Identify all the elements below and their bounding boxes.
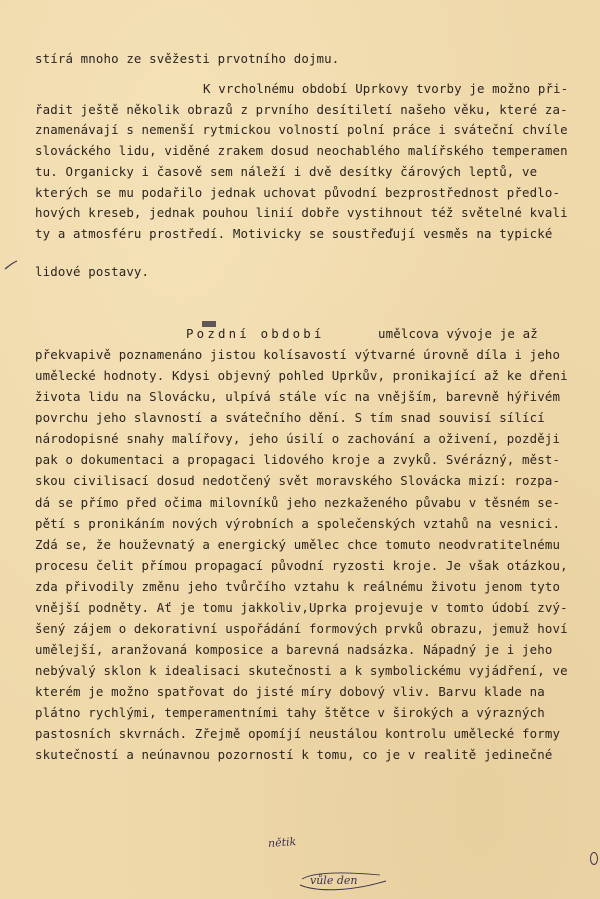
- text-line: stírá mnoho ze svěžesti prvotního dojmu.: [35, 51, 340, 66]
- text-line: ty a atmosféru prostředí. Motivicky se soustřeďují vesměs na typické: [35, 226, 553, 241]
- text-line: Zdá se, že houževnatý a energický umělec chce tomuto neodvratitelnému: [35, 537, 561, 552]
- text-line: umělcova vývoje je až: [378, 326, 538, 341]
- margin-tick-mark: [4, 260, 18, 270]
- text-line: skou civilisací dosud nedotčený svět moravského Slovácka mizí: rozpa-: [35, 473, 561, 488]
- text-line: skutečností a neúnavnou pozorností k tomu, co je v realitě jedinečné: [35, 747, 553, 762]
- text-line: šený zájem o dekorativní uspořádání formových prvků obrazu, jemuž hoví: [35, 621, 568, 636]
- section-heading: Pozdní období: [186, 326, 325, 341]
- text-line: umělecké hodnoty. Kdysi objevný pohled Uprkův, pronikající až ke dřeni: [35, 368, 568, 383]
- text-line: řadit ještě několik obrazů z prvního desítiletí našeho věku, které za-: [35, 102, 568, 117]
- text-line: národopisné snahy malířovy, jeho úsilí o zachování a oživení, později: [35, 431, 561, 446]
- text-line: umělejší, aranžovaná komposice a barevná nadsázka. Nápadný je i jeho: [35, 642, 553, 657]
- text-line: nebývalý sklon k idealisaci skutečnosti a k symbolickému vyjádření, ve: [35, 663, 568, 678]
- text-line: plátno rychlými, temperamentními tahy štětce v širokých a výrazných: [35, 705, 545, 720]
- handwritten-insertion: nětik: [267, 835, 297, 850]
- circle-mark: [590, 852, 598, 865]
- handwritten-note-text: vůle den: [310, 874, 358, 887]
- handwritten-note: [296, 871, 392, 893]
- text-line: zda přivodily změnu jeho tvůrčího vztahu k reálnému životu jenom tyto: [35, 579, 561, 594]
- text-line: procesu čelit přímou propagací původní ryzosti kroje. Je však otázkou,: [35, 558, 568, 573]
- text-line: vnější podněty. Ať je tomu jakkoliv,Uprka projevuje v tomto údobí zvý-: [35, 600, 568, 615]
- text-line: hových kreseb, jednak pouhou linií dobře vystihnout též světelné kvali: [35, 205, 568, 220]
- text-line: tu. Organicky i časově sem náleží i dvě desítky čárových leptů, ve: [35, 164, 538, 179]
- text-line: slováckého lidu, viděné zrakem dosud neochablého malířského temperamen: [35, 143, 568, 158]
- text-line: kterém je možno spatřovat do jisté míry dobový vliv. Barvu klade na: [35, 684, 545, 699]
- text-line: překvapivě poznamenáno jistou kolísavostí výtvarné úrovně díla i jeho: [35, 347, 561, 362]
- text-line: pak o dokumentaci a propagaci lidového kroje a zvyků. Svérázný, měst-: [35, 452, 561, 467]
- text-line: života lidu na Slovácku, ulpívá stále víc na vnějším, barevně hýřivém: [35, 389, 561, 404]
- text-line: pětí s pronikáním nových výrobních a společenských vztahů na vesnici.: [35, 516, 561, 531]
- text-line: pastosních skvrnách. Zřejmě opomíjí neustálou kontrolu umělecké formy: [35, 726, 561, 741]
- text-line: K vrcholnému období Uprkovy tvorby je možno při-: [203, 81, 569, 96]
- text-line: kterých se mu podařilo jednak uchovat původní bezprostřednost předlo-: [35, 185, 561, 200]
- text-line: dá se přímo před očima milovníků jeho nezkaženého půvabu v těsném se-: [35, 495, 561, 510]
- text-line: povrchu jeho slavností a svátečního dění. S tím snad souvisí sílící: [35, 410, 545, 425]
- text-line: lidové postavy.: [35, 264, 150, 279]
- text-line: znamenávají s nemenší rytmickou volností polní práce i sváteční chvíle: [35, 122, 568, 137]
